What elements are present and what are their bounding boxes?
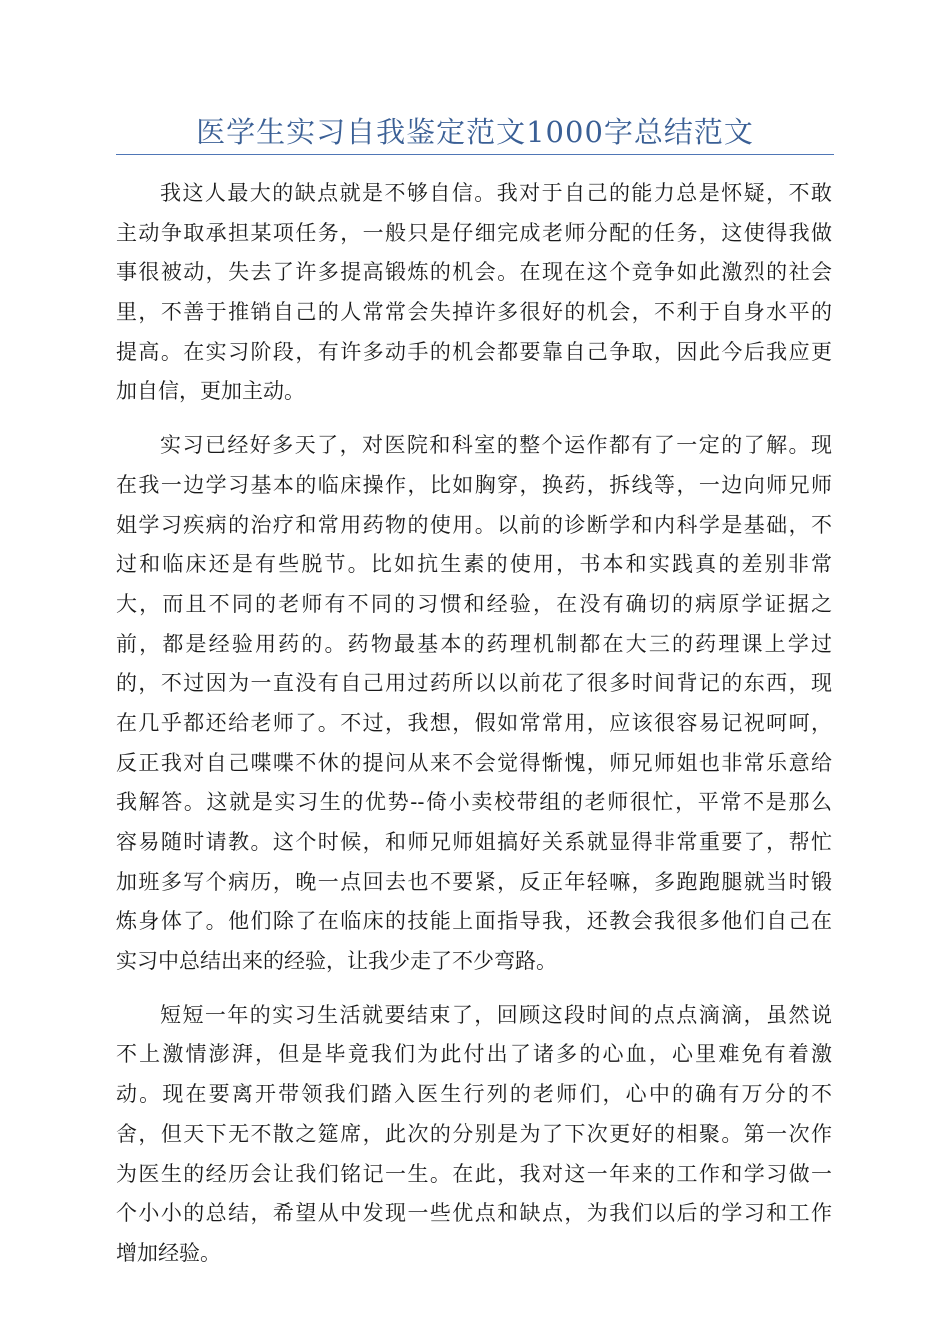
document-title: 医学生实习自我鉴定范文1000字总结范文 [196,115,754,149]
title-underline [116,154,834,155]
text-line: 舍，但天下无不散之筵席，此次的分别是为了下次更好的相聚。第一次作 [116,1121,832,1146]
text-line: 我这人最大的缺点就是不够自信。我对于自己的能力总是怀疑，不敢 [160,181,832,205]
document-body [116,174,832,1288]
paragraph-1 [116,174,832,412]
text-line: 不上激情澎湃，但是毕竟我们为此付出了诸多的心血，心里难免有着激 [116,1042,832,1067]
text-line: 在我一边学习基本的临床操作，比如胸穿，换药，拆线等，一边向师兄师 [116,472,832,497]
text-line: 事很被动，失去了许多提高锻炼的机会。在现在这个竞争如此激烈的社会 [116,260,832,285]
text-line: 过和临床还是有些脱节。比如抗生素的使用，书本和实践真的差别非常 [116,552,832,577]
paragraph-3 [116,996,832,1274]
paragraph-2 [116,426,832,982]
text-line: 实习已经好多天了，对医院和科室的整个运作都有了一定的了解。现 [160,433,832,458]
text-line: 反正我对自己喋喋不休的提问从来不会觉得惭愧，师兄师姐也非常乐意给 [116,750,832,775]
text-line: 动。现在要离开带领我们踏入医生行列的老师们，心中的确有万分的不 [116,1082,832,1107]
text-line: 个小小的总结，希望从中发现一些优点和缺点，为我们以后的学习和工作 [116,1201,832,1226]
text-line: 姐学习疾病的治疗和常用药物的使用。以前的诊断学和内科学是基础，不 [116,512,832,537]
text-line: 在几乎都还给老师了。不过，我想，假如常常用，应该很容易记祝呵呵， [116,710,832,735]
text-line: 我解答。这就是实习生的优势--倚小卖校带组的老师很忙，平常不是那么 [116,790,832,815]
text-line: 提高。在实习阶段，有许多动手的机会都要靠自己争取，因此今后我应更 [116,339,832,364]
text-line: 容易随时请教。这个时候，和师兄师姐搞好关系就显得非常重要了，帮忙 [116,830,832,854]
text-line: 前，都是经验用药的。药物最基本的药理机制都在大三的药理课上学过 [116,631,832,656]
text-line: 主动争取承担某项任务，一般只是仔细完成老师分配的任务，这使得我做 [116,220,832,245]
text-line: 里，不善于推销自己的人常常会失掉许多很好的机会，不利于自身水平的 [116,300,832,325]
text-line: 加班多写个病历，晚一点回去也不要紧，反正年轻嘛，多跑跑腿就当时锻 [116,869,832,894]
text-line: 为医生的经历会让我们铭记一生。在此，我对这一年来的工作和学习做一 [116,1161,832,1186]
text-line: 炼身体了。他们除了在临床的技能上面指导我，还教会我很多他们自己在 [116,909,832,934]
text-line: 加自信，更加主动。 [116,379,305,404]
text-line: 短短一年的实习生活就要结束了，回顾这段时间的点点滴滴，虽然说 [160,1002,832,1027]
text-line: 的，不过因为一直没有自己用过药所以以前花了很多时间背记的东西，现 [116,671,832,696]
text-line: 大，而且不同的老师有不同的习惯和经验，在没有确切的病原学证据之 [116,591,832,616]
text-line: 增加经验。 [116,1240,221,1265]
text-line: 实习中总结出来的经验，让我少走了不少弯路。 [116,949,557,974]
